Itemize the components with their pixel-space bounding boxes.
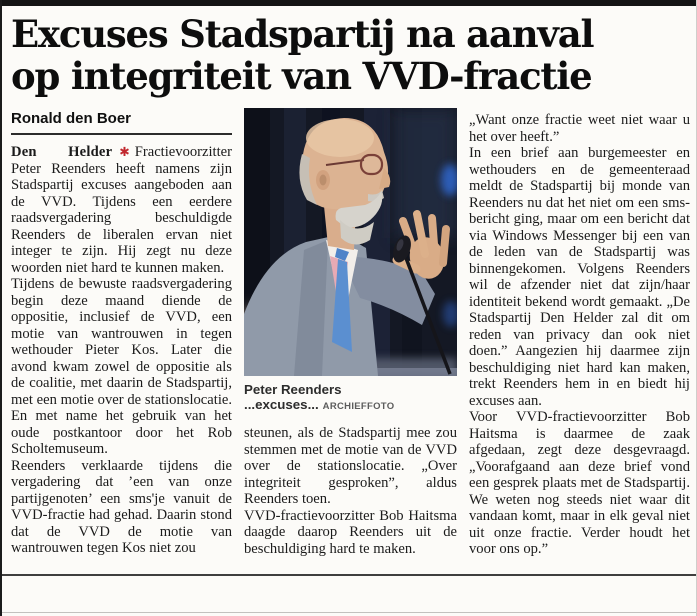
page-title xyxy=(11,13,686,97)
column-1 xyxy=(11,108,232,573)
paragraph: VVD-fractievoorzitter Bob Haitsma daagde daarop Reenders uit de beschuldiging hard te maken. xyxy=(244,507,457,557)
column-3-body xyxy=(469,108,690,558)
glasses-lens xyxy=(361,155,382,174)
bottom-rule xyxy=(2,574,696,576)
column-2 xyxy=(244,108,457,573)
paragraph-text: Fractievoorzitter Peter Reenders heeft namens zijn Stadspartij excuses aangeboden aan de VVD. Tijdens een eerdere raadsvergadering beschuldigde Reenders de liberalen ervan niet integer te zijn. Hij zegt nu deze woorden niet hard te kunnen maken. xyxy=(11,144,232,276)
caption-credit: ARCHIEFFOTO xyxy=(322,401,395,413)
paragraph: Tijdens de bewuste raadsvergadering begin deze maand diende de oppositie, inclusief de VVD, een motie van wantrouwen in tegen wethouder Pieter Kos. Later die avond kwam zowel de oppositie als de coalitie, met daarin de Stadspartij, met een motie over de stationslocatie. En met name het gebruik van het oude postkantoor door het Rob Scholtemuseum. xyxy=(11,276,232,458)
paragraph: Reenders verklaarde tijdens die vergadering dat ’een van onze partijgenoten’ een sms'je vanuit de VVD-fractie had gehad. Daarin stond dat de VVD de motie van wantrouwen tegen Kos niet zou xyxy=(11,457,232,557)
paragraph: Voor VVD-fractievoorzitter Bob Haitsma is daarmee de zaak afgedaan, zegt deze desgevraagd. „Voorafgaand aan deze brief vond een gesprek plaats met de Stadspartij. We weten nog steeds niet waar dit vandaan komt, maar in elk geval niet uit onze fractie. Verder houdt het voor ons op.” xyxy=(469,409,690,558)
photo-caption xyxy=(244,382,457,414)
byline: Ronald den Boer xyxy=(11,108,232,135)
column-3 xyxy=(469,108,690,573)
paragraph: „Want onze fractie weet niet waar u het over heeft.” xyxy=(469,112,690,145)
dateline: Den Helder xyxy=(11,144,113,161)
column-2-body xyxy=(244,425,457,557)
paragraph xyxy=(11,144,232,276)
caption-text: Peter Reenders ...excuses... xyxy=(244,382,342,413)
photo-peter-reenders xyxy=(244,108,457,376)
asterisk-icon: ✱ xyxy=(119,145,130,160)
headline-line-1: Excuses Stadspartij na aanval xyxy=(11,12,594,56)
paragraph: steunen, als de Stadspartij mee zou stemmen met de motie van de VVD over de stationslocatie. „Over integriteit gesproken”, aldus Reenders toen. xyxy=(244,425,457,508)
article-columns xyxy=(11,108,690,573)
column-1-body xyxy=(11,144,232,557)
paragraph: In een brief aan burgemeester en wethouders en de gemeenteraad meldt de Stadspartij bij monde van Reenders nu dat het niet om een sms-bericht ging, maar om een bericht dat via Windows Messenger bij een van de leden van de Stadspartij was binnengekomen. Volgens Reenders wil de afzender niet dat zijn/haar identiteit bekend wordt gemaakt. „De Stadspartij Den Helder zal dit om reden van privacy dan ook niet doen.” Aangezien hij daarmee zijn beschuldiging niet hard kan maken, trekt Reenders hem in en biedt hij excuses aan. xyxy=(469,145,690,409)
top-border-bar xyxy=(2,0,696,6)
headline-line-2: op integriteit van VVD-fractie xyxy=(11,54,592,99)
